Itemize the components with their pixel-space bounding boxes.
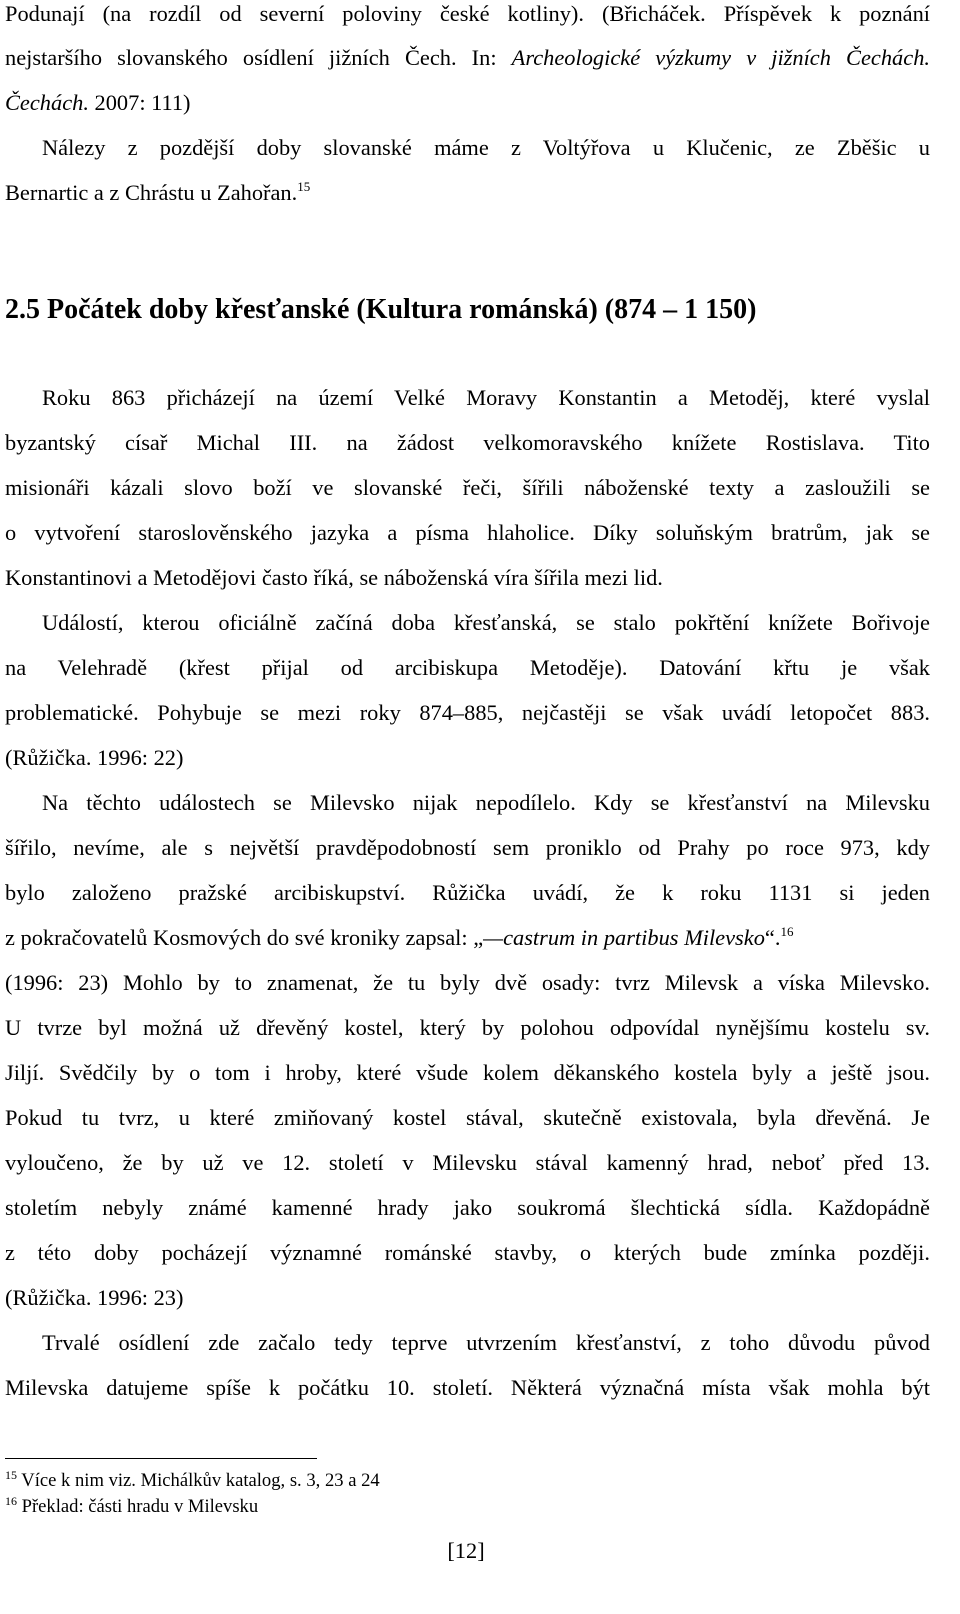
text-line: stoletím nebyly známé kamenné hrady jako soukromá šlechtická sídla. Každopádně <box>5 1195 930 1220</box>
text-line: Pokud tu tvrz, u které zmiňovaný kostel stával, skutečně existovala, byla dřevěná. Je <box>5 1105 930 1130</box>
text-line: (1996: 23) Mohlo by to znamenat, že tu byly dvě osady: tvrz Milevsk a víska Milevsko. <box>5 970 930 995</box>
text-line: na Velehradě (křest přijal od arcibiskupa Metoděje). Datování křtu je však <box>5 655 930 680</box>
text-line: (Růžička. 1996: 22) <box>5 745 184 770</box>
text-line: Podunají (na rozdíl od severní poloviny české kotliny). (Břicháček. Příspěvek k poznání <box>5 1 930 26</box>
footnote-ref-15[interactable]: 15 <box>297 179 311 194</box>
text-line: Trvalé osídlení zde začalo tedy teprve utvrzením křesťanství, z toho důvodu původ <box>42 1330 930 1355</box>
text-line: Nálezy z pozdější doby slovanské máme z Voltýřova u Klučenic, ze Zběšic u <box>42 135 930 160</box>
footnote-15: $^{15}$ Více k nim viz. Michálkův katalog, s. 3, 23 a 24 <box>5 1468 380 1491</box>
text-line: Bernartic a z Chrástu u Zahořan.$^{15}$ <box>5 179 311 205</box>
text-line: Konstantinovi a Metodějovi často říká, se náboženská víra šířila mezi lid. <box>5 565 663 590</box>
text-line: Milevska datujeme spíše k počátku 10. století. Některá význačná místa však mohla být <box>5 1375 930 1400</box>
text-line: misionáři kázali slovo boží ve slovanské řeči, šířili náboženské texty a zasloužili se <box>5 475 930 500</box>
text-line: nejstaršího slovanského osídlení jižních Čech. In: Archeologické výzkumy v jižních Čechách. <box>5 45 930 70</box>
text-line: U tvrze byl možná už dřevěný kostel, který by polohou odpovídal nynějšímu kostelu sv. <box>5 1015 930 1040</box>
text-line: Čechách. 2007: 111) <box>5 90 191 115</box>
text-line: o vytvoření staroslověnského jazyka a písma hlaholice. Díky soluňským bratrům, jak se <box>5 520 930 545</box>
text-line: Událostí, kterou oficiálně začíná doba křesťanská, se stalo pokřtění knížete Bořivoje <box>42 610 930 635</box>
journal-title-cont: Čechách. <box>5 90 89 115</box>
text-line: z této doby pocházejí významné románské stavby, o kterých bude zmínka později. <box>5 1240 930 1265</box>
section-heading: 2.5 Počátek doby křesťanské (Kultura románská) (874 – 1 150) <box>5 294 757 325</box>
text-line: z pokračovatelů Kosmových do své kroniky zapsal: „—castrum in partibus Milevsko“.$^{16}$ <box>5 924 794 950</box>
text-line: vyloučeno, že by už ve 12. století v Milevsku stával kamenný hrad, neboť před 13. <box>5 1150 930 1175</box>
page-number: [12] <box>447 1538 485 1563</box>
text-line: Jiljí. Svědčily by o tom i hroby, které všude kolem děkanského kostela byly a ještě jsou. <box>5 1060 930 1085</box>
text-line: šířilo, nevíme, ale s největší pravděpodobností sem proniklo od Prahy po roce 973, kdy <box>5 835 930 860</box>
text-line: Roku 863 přicházejí na území Velké Moravy Konstantin a Metoděj, které vyslal <box>42 385 930 410</box>
text-line: problematické. Pohybuje se mezi roky 874–885, nejčastěji se však uvádí letopočet 883. <box>5 700 930 725</box>
text-line: bylo založeno pražské arcibiskupství. Růžička uvádí, že k roku 1131 si jeden <box>5 880 930 905</box>
journal-title: Archeologické výzkumy v jižních Čechách. <box>511 45 930 70</box>
text-line: Na těchto událostech se Milevsko nijak nepodílelo. Kdy se křesťanství na Milevsku <box>42 790 930 815</box>
footnote-separator <box>5 1458 317 1459</box>
footnote-ref-16[interactable]: 16 <box>780 924 794 939</box>
latin-quote: —castrum in partibus Milevsko <box>483 925 765 950</box>
text-line: (Růžička. 1996: 23) <box>5 1285 184 1310</box>
footnote-16: $^{16}$ Překlad: části hradu v Milevsku <box>5 1494 259 1517</box>
text-line: byzantský císař Michal III. na žádost velkomoravského knížete Rostislava. Tito <box>5 430 930 455</box>
